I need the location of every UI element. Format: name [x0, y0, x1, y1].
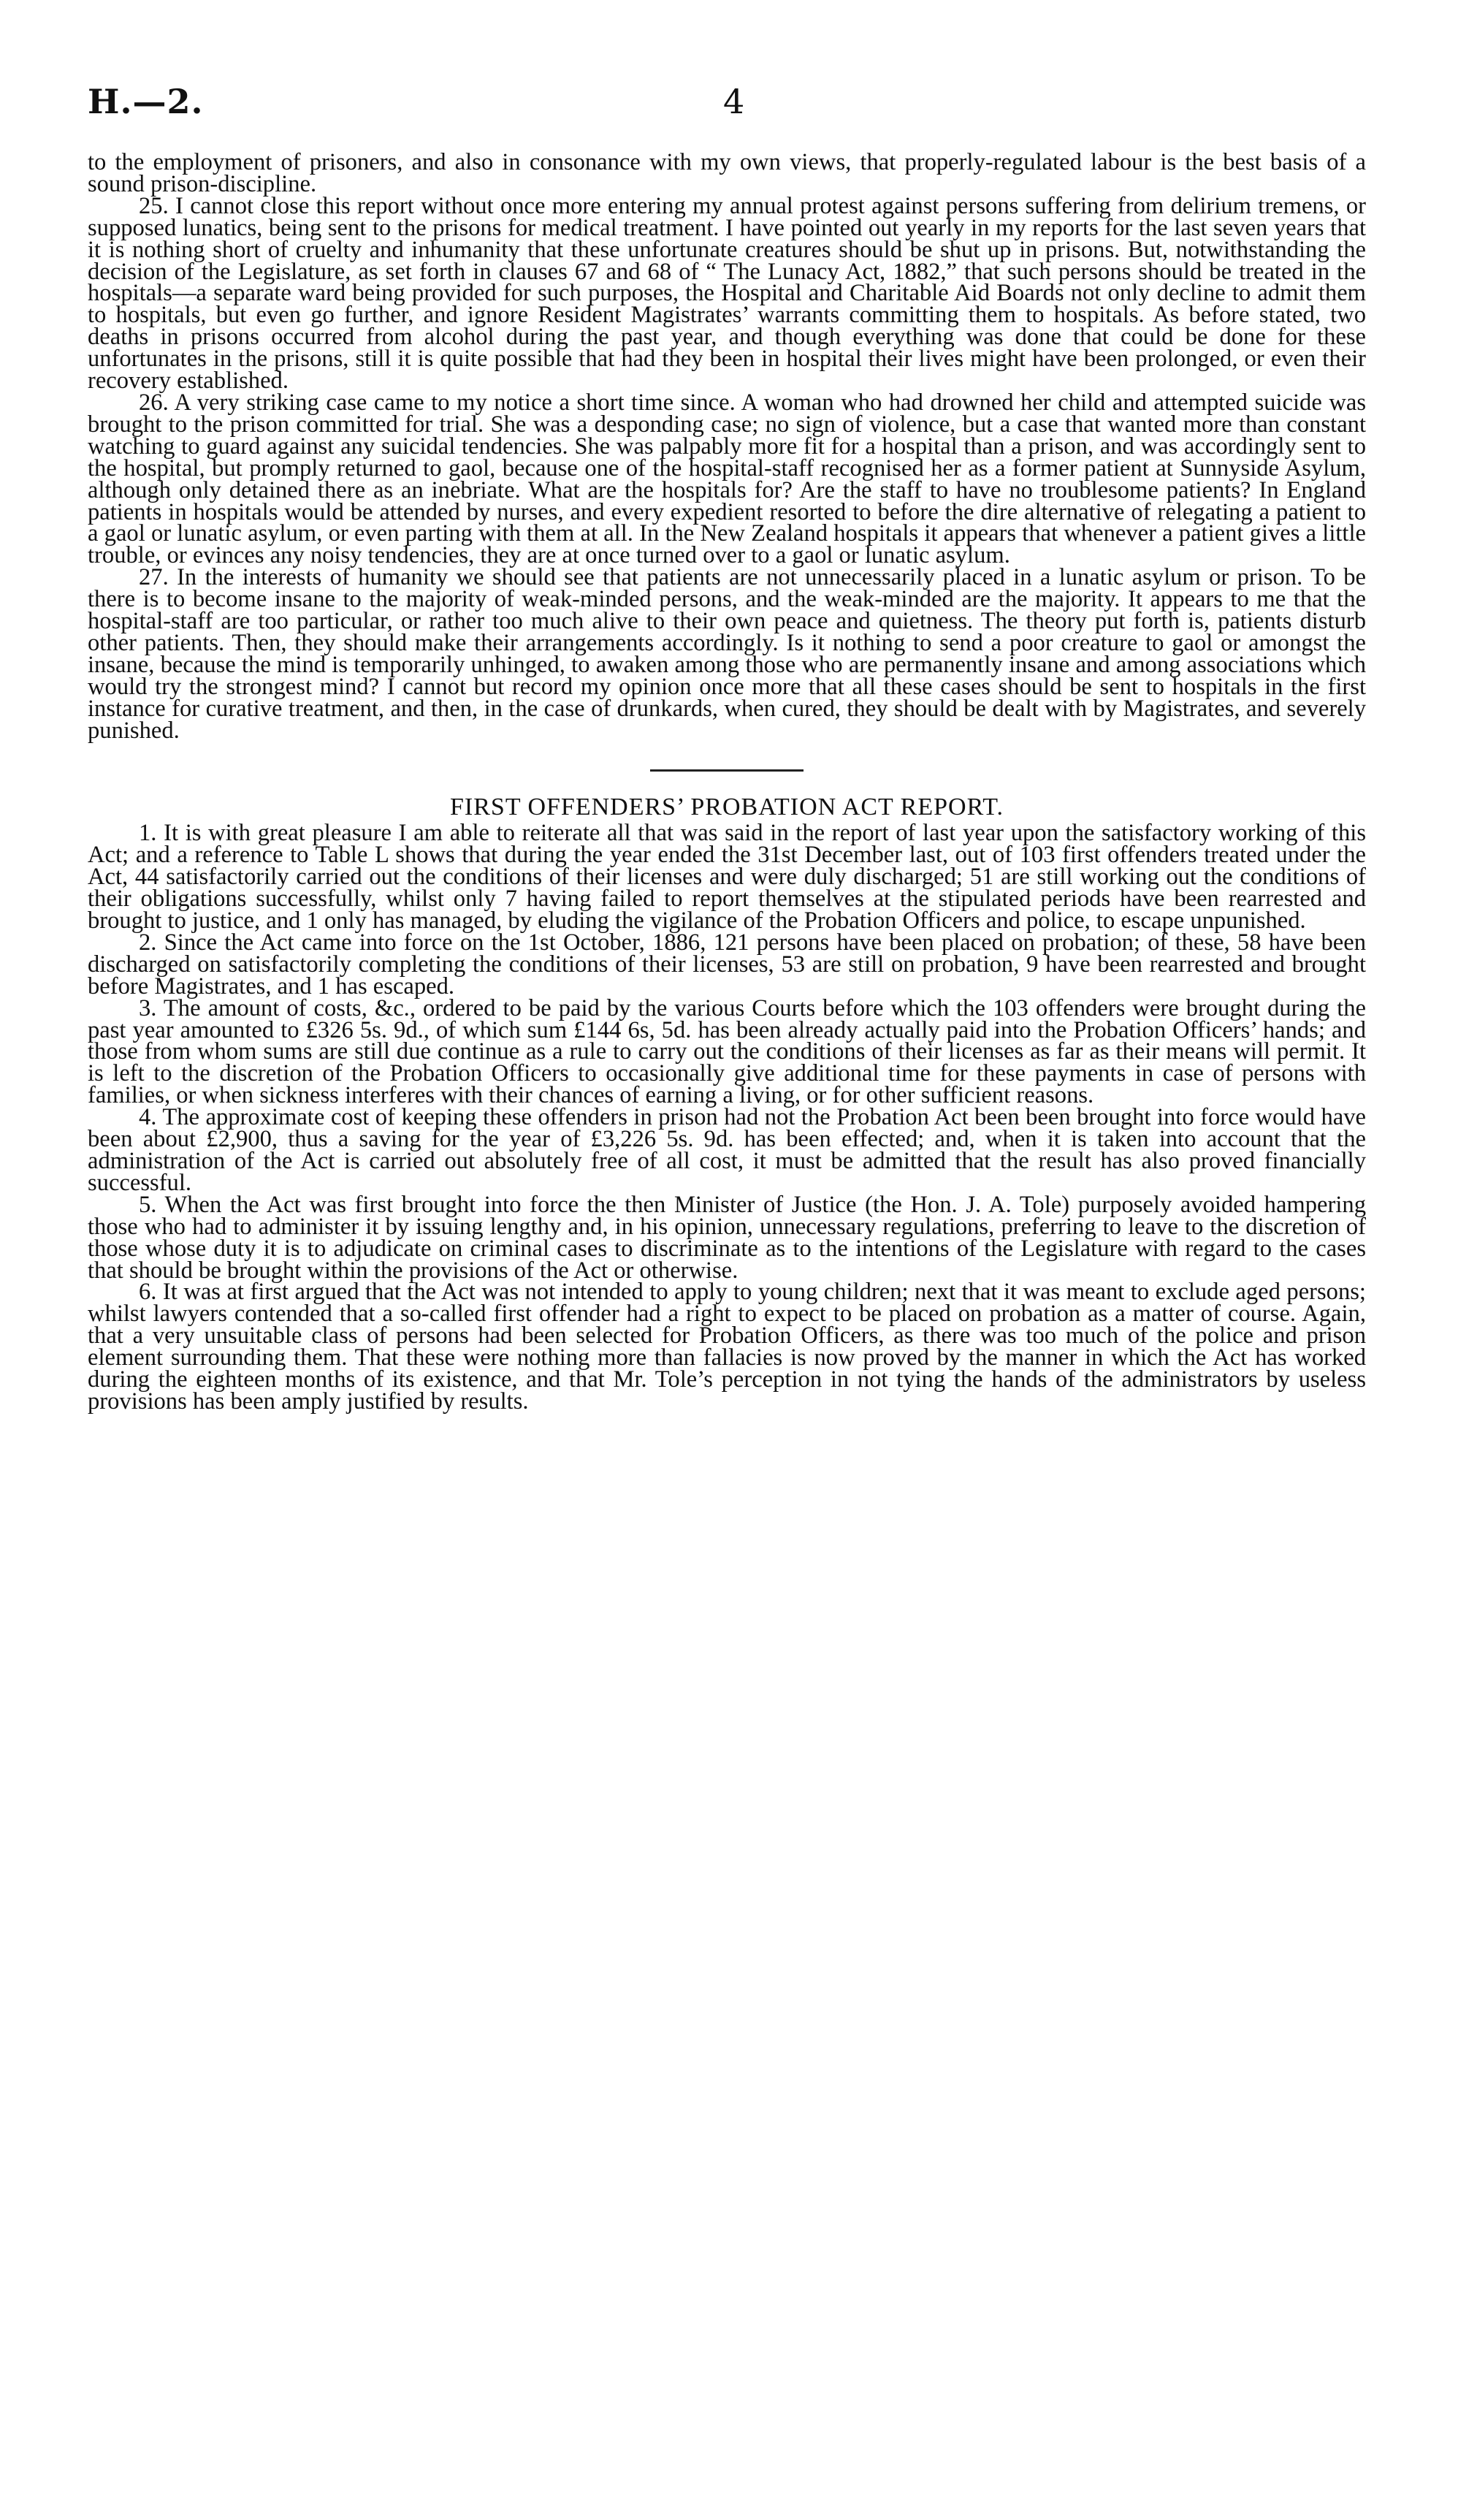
paragraph-continuation: to the employment of prisoners, and also in consonance with my own views, that properly-regulated labour is the best basis of a sound prison-discipline. — [88, 149, 1366, 197]
probation-paragraph-1: 1. It is with great pleasure I am able to reiterate all that was said in the report of last year upon the satisfactory working of this Act; and a reference to Table L shows that during the year ended the 31st December last, out of 103 first offenders treated under the Act, 44 satisfactorily carried out the conditions of their licenses and were duly discharged; 51 are still working out the conditions of their obligations successfully, whilst only 7 having failed to report themselves at the stipulated periods have been rearrested and brought to justice, and 1 only has managed, by eluding the vigilance of the Probation Officers and police, to escape unpunished. — [88, 820, 1366, 934]
paragraph-25: 25. I cannot close this report without once more entering my annual protest against persons suffering from delirium tremens, or supposed lunatics, being sent to the prisons for medical treatment. I have pointed out yearly in my reports for the last seven years that it is nothing short of cruelty and inhumanity that these unfortunate creatures should be shut up in prisons. But, notwithstanding the decision of the Legislature, as set forth in clauses 67 and 68 of “ The Lunacy Act, 1882,” that such persons should be treated in the hospitals—a separate ward being provided for such purposes, the Hospital and Charitable Aid Boards not only decline to admit them to hospitals, but even go further, and ignore Resident Magistrates’ warrants committing them to hospitals. As before stated, two deaths in prisons occurred from alcohol during the past year, and though everything was done that could be done for these unfortunates in the prisons, still it is quite possible that had they been in hospital their lives might have been prolonged, or even their recovery established. — [88, 192, 1366, 395]
probation-paragraph-2: 2. Since the Act came into force on the 1st October, 1886, 121 persons have been placed on probation; of these, 58 have been discharged on satisfactorily completing the conditions of their licenses, 53 are still on probation, 9 have been rearrested and brought before Magistrates, and 1 has escaped. — [88, 929, 1366, 1000]
section-divider — [650, 769, 804, 772]
prisons-report-section — [88, 149, 1366, 744]
probation-paragraph-3: 3. The amount of costs, &c., ordered to be paid by the various Courts before which the 103 offenders were brought during the past year amounted to £326 5s. 9d., of which sum £144 6s, 5d. has been already actually paid into the Probation Officers’ hands; and those from whom sums are still due continue as a rule to carry out the conditions of their licenses as far as their means will permit. It is left to the discretion of the Probation Officers to occasionally give additional time for these payments in case of persons with families, or when sickness interferes with their chances of earning a living, or for other sufficient reasons. — [88, 994, 1366, 1109]
page-number: 4 — [723, 82, 745, 121]
probation-report-section — [88, 820, 1366, 1415]
page-header — [88, 82, 1366, 133]
report-body — [88, 149, 1366, 1415]
paragraph-27: 27. In the interests of humanity we should see that patients are not unnecessarily placed in a lunatic asylum or prison. To be there is to become insane to the majority of weak-minded persons, and the weak-minded are the majority. It appears to me that the hospital-staff are too particular, or rather too much alive to their own peace and quietness. The theory put forth is, patients disturb other patients. Then, they should make their arrangements accordingly. Is it nothing to send a poor creature to gaol or amongst the insane, because the mind is temporarily unhinged, to awaken among those who are permanently insane and among associations which would try the strongest mind? I cannot but record my opinion once more that all these cases should be sent to hospitals in the first instance for curative treatment, and then, in the case of drunkards, when cured, they should be dealt with by Magistrates, and severely punished. — [88, 564, 1366, 744]
probation-report-heading: FIRST OFFENDERS’ PROBATION ACT REPORT. — [450, 793, 1004, 821]
probation-paragraph-4: 4. The approximate cost of keeping these offenders in prison had not the Probation Act been been brought into force would have been about £2,900, thus a saving for the year of £3,226 5s. 9d. has been effected; and, when it is taken into account that the administration of the Act is carried out absolutely free of all cost, it must be admitted that the result has also proved financially successful. — [88, 1104, 1366, 1196]
document-reference: H.—2. — [88, 82, 204, 121]
probation-paragraph-6: 6. It was at first argued that the Act was not intended to apply to young children; next that it was meant to exclude aged persons; whilst lawyers contended that a so-called first offender had a right to expect to be placed on probation as a matter of course. Again, that a very unsuitable class of persons had been selected for Probation Officers, as there was too much of the police and prison element surrounding them. That these were nothing more than fallacies is now proved by the manner in which the Act has worked during the eighteen months of its existence, and that Mr. Tole’s perception in not tying the hands of the administrators by useless provisions has been amply justified by results. — [88, 1279, 1366, 1415]
probation-paragraph-5: 5. When the Act was first brought into force the then Minister of Justice (the Hon. J. A. Tole) purposely avoided hampering those who had to administer it by issuing lengthy and, in his opinion, unnecessary regulations, preferring to leave to the discretion of those whose duty it is to adjudicate on criminal cases to discriminate as to the intentions of the Legislature with regard to the cases that should be brought within the provisions of the Act or otherwise. — [88, 1191, 1366, 1284]
paragraph-26: 26. A very striking case came to my notice a short time since. A woman who had drowned her child and attempted suicide was brought to the prison committed for trial. She was a desponding case; no sign of violence, but a case that wanted more than constant watching to guard against any suicidal tendencies. She was palpably more fit for a hospital than a prison, and was accordingly sent to the hospital, but promply returned to gaol, because one of the hospital-staff recognised her as a former patient at Sunnyside Asylum, although only detained there as an inebriate. What are the hospitals for? Are the staff to have no troublesome patients? In England patients in hospitals would be attended by nurses, and every expedient resorted to before the dire alternative of relegating a patient to a gaol or lunatic asylum, or even parting with them at all. In the New Zealand hospitals it appears that whenever a patient gives a little trouble, or evinces any noisy tendencies, they are at once turned over to a gaol or lunatic asylum. — [88, 389, 1366, 569]
